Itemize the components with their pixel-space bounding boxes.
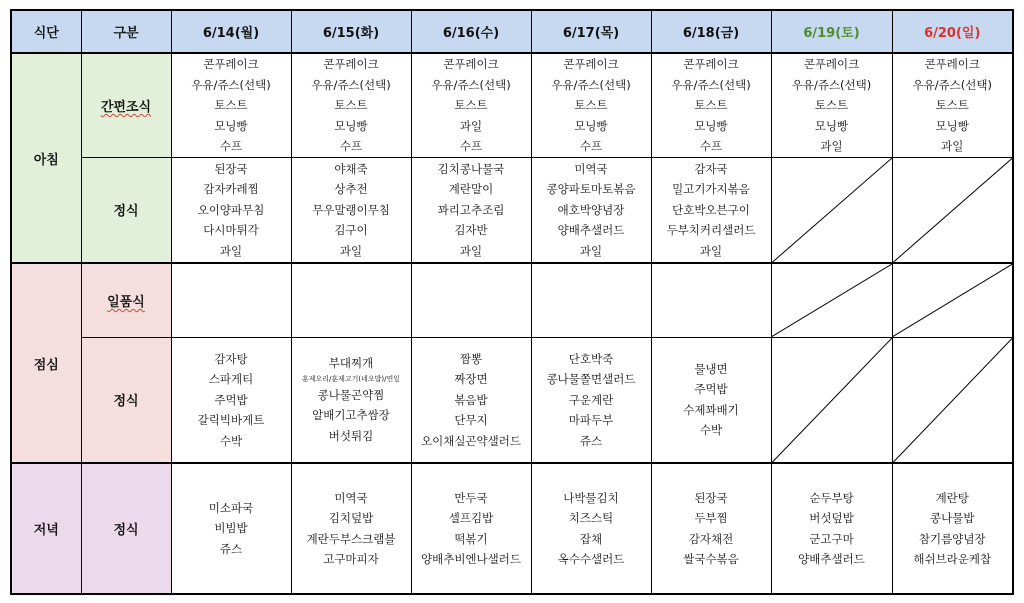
menu-item: 콩나물곤약찜 xyxy=(317,387,385,402)
menu-item: 단무지 xyxy=(454,413,488,427)
day-header-mon: 6/14(월) xyxy=(171,10,291,53)
menu-item: 수프 xyxy=(699,139,723,153)
menu-item: 토스트 xyxy=(935,98,969,112)
menu-cell xyxy=(892,263,1013,337)
menu-item: 갈릭빅바게트 xyxy=(197,413,265,427)
menu-item: 버섯튀김 xyxy=(328,428,374,443)
menu-item: 우유/쥬스(선택) xyxy=(791,77,872,92)
menu-item: 모닝빵 xyxy=(935,118,969,133)
menu-item: 감자카레찜 xyxy=(203,182,259,196)
menu-cell xyxy=(171,337,291,463)
menu-item: 토스트 xyxy=(694,98,728,112)
day-header-tue: 6/15(화) xyxy=(291,10,411,53)
menu-item: 김구이 xyxy=(334,223,368,237)
menu-item: 콘푸레이크 xyxy=(924,57,981,71)
menu-item: 비빔밥 xyxy=(214,521,248,536)
menu-item: 과일 xyxy=(459,118,483,133)
lunch-regular-row xyxy=(11,337,1013,463)
menu-item: 수프 xyxy=(459,139,483,153)
menu-item-list xyxy=(532,349,651,452)
menu-item: 부대찌개 xyxy=(328,356,374,371)
type-label-text: 간편조식 xyxy=(100,99,152,115)
menu-item: 단호박오븐구이 xyxy=(672,202,750,217)
menu-item: 계란두부스크램블 xyxy=(306,531,396,546)
menu-item: 쥬스 xyxy=(579,433,603,448)
menu-item: 콘푸레이크 xyxy=(803,57,860,71)
menu-cell xyxy=(171,263,291,337)
menu-item: 군고구마 xyxy=(809,531,854,546)
menu-item: 나박물김치 xyxy=(563,490,619,505)
menu-cell xyxy=(892,463,1013,594)
menu-item: 짬뽕 xyxy=(459,351,483,366)
menu-item: 쌀국수볶음 xyxy=(683,552,739,566)
menu-item: 모닝빵 xyxy=(574,118,608,133)
menu-item-list xyxy=(532,488,651,570)
meal-label-dinner: 저녁 xyxy=(11,463,81,594)
menu-item: 된장국 xyxy=(694,490,728,505)
menu-item: 오이양파무침 xyxy=(197,202,265,217)
weekly-menu-table xyxy=(10,9,1014,595)
menu-item: 양배추샐러드 xyxy=(798,552,865,566)
menu-item: 참기름양념장 xyxy=(918,531,986,546)
menu-cell xyxy=(411,53,531,157)
menu-item: 계란탕 xyxy=(935,490,969,505)
menu-cell xyxy=(171,53,291,157)
menu-item: 토스트 xyxy=(214,98,248,112)
type-label-text: 일품식 xyxy=(107,294,145,310)
menu-cell xyxy=(771,53,892,157)
menu-item: 토스트 xyxy=(454,98,488,112)
menu-item-list xyxy=(292,159,411,262)
menu-item-list xyxy=(893,54,1013,157)
menu-item: 꽈리고추조림 xyxy=(437,202,505,217)
menu-cell xyxy=(531,263,651,337)
menu-item: 스파게티 xyxy=(208,372,254,386)
menu-item-list xyxy=(532,159,651,262)
menu-item-list xyxy=(652,359,771,441)
menu-item: 수박 xyxy=(219,433,243,448)
menu-item: 밀고기가지볶음 xyxy=(672,182,750,196)
menu-item-list xyxy=(292,488,411,570)
dinner-regular-row xyxy=(11,463,1013,594)
type-label-simple xyxy=(81,53,171,157)
menu-item: 양배추비엔나샐러드 xyxy=(421,552,521,566)
type-header: 구분 xyxy=(81,10,171,53)
menu-cell xyxy=(651,337,771,463)
menu-cell xyxy=(291,263,411,337)
menu-cell xyxy=(531,463,651,594)
menu-item: 구운계란 xyxy=(568,392,614,407)
menu-item: 고구마피자 xyxy=(323,552,379,566)
menu-item-list xyxy=(652,488,771,570)
menu-item: 토스트 xyxy=(574,98,608,112)
menu-cell xyxy=(291,157,411,263)
menu-cell xyxy=(771,263,892,337)
not-served-diagonal xyxy=(893,264,1013,337)
menu-item: 상추전 xyxy=(334,182,368,196)
menu-item-list xyxy=(772,488,892,570)
menu-item: 우유/쥬스(선택) xyxy=(431,77,511,92)
menu-item: 순두부탕 xyxy=(809,490,854,505)
menu-cell xyxy=(651,53,771,157)
menu-item: 야채죽 xyxy=(334,161,368,176)
menu-item: 수프 xyxy=(579,139,603,153)
menu-item: 옥수수샐러드 xyxy=(557,552,625,566)
menu-item: 과일 xyxy=(820,139,843,153)
not-served-diagonal xyxy=(893,158,1013,263)
menu-item: 콩나물쫄면샐러드 xyxy=(546,372,636,386)
menu-item-list xyxy=(412,54,531,157)
menu-item: 과일 xyxy=(339,243,363,258)
menu-item: 버섯덮밥 xyxy=(809,511,854,525)
menu-cell xyxy=(651,463,771,594)
menu-item: 우유/쥬스(선택) xyxy=(912,77,992,92)
menu-cell xyxy=(411,463,531,594)
menu-item: 수박 xyxy=(699,423,723,438)
menu-item-list xyxy=(172,349,291,452)
lunch-single-row xyxy=(11,263,1013,337)
menu-cell xyxy=(771,337,892,463)
menu-item-list xyxy=(172,159,291,262)
menu-item: 셀프김밥 xyxy=(448,511,494,525)
day-header-thu: 6/17(목) xyxy=(531,10,651,53)
menu-item: 감자탕 xyxy=(214,351,248,366)
menu-cell xyxy=(651,157,771,263)
menu-item: 짜장면 xyxy=(454,372,488,386)
menu-item: 마파두부 xyxy=(568,413,614,427)
menu-cell xyxy=(531,337,651,463)
breakfast-simple-row xyxy=(11,53,1013,157)
menu-cell xyxy=(291,463,411,594)
header-row xyxy=(11,10,1013,53)
menu-item: 우유/쥬스(선택) xyxy=(551,77,631,92)
menu-item: 된장국 xyxy=(214,161,248,176)
menu-item: 주먹밥 xyxy=(214,392,248,407)
meal-label-lunch: 점심 xyxy=(11,263,81,463)
menu-item: 단호박죽 xyxy=(568,351,614,366)
menu-item-list xyxy=(772,54,892,157)
menu-item: 모닝빵 xyxy=(214,118,248,133)
menu-item-list xyxy=(412,349,531,452)
menu-item: 모닝빵 xyxy=(694,118,728,133)
menu-item: 물냉면 xyxy=(694,361,728,376)
menu-cell xyxy=(892,157,1013,263)
menu-item: 콘푸레이크 xyxy=(563,57,619,71)
menu-item-list xyxy=(412,159,531,262)
menu-item: 쥬스 xyxy=(219,541,243,556)
menu-cell xyxy=(291,53,411,157)
menu-item: 미소파국 xyxy=(208,500,254,515)
menu-item: 우유/쥬스(선택) xyxy=(191,77,271,92)
not-served-diagonal xyxy=(772,264,892,337)
menu-item: 알배기고추쌈장 xyxy=(312,408,390,423)
menu-item: 과일 xyxy=(699,243,723,258)
menu-item: 김자반 xyxy=(454,223,488,237)
menu-item: 볶음밥 xyxy=(454,392,488,407)
menu-item: 김치덮밥 xyxy=(328,511,374,525)
menu-item: 과일 xyxy=(459,243,483,258)
menu-item-list xyxy=(292,353,411,446)
not-served-diagonal xyxy=(893,338,1013,463)
meal-header: 식단 xyxy=(11,10,81,53)
menu-table-container xyxy=(10,9,1012,595)
meal-label-breakfast: 아침 xyxy=(11,53,81,263)
menu-cell xyxy=(291,337,411,463)
menu-item: 과일 xyxy=(579,243,603,258)
menu-cell xyxy=(411,337,531,463)
type-label-regular: 정식 xyxy=(81,157,171,263)
menu-item: 양배추샐러드 xyxy=(557,223,625,237)
menu-item-list xyxy=(172,54,291,157)
menu-cell xyxy=(651,263,771,337)
menu-item: 애호박양념장 xyxy=(557,202,625,217)
day-header-sat: 6/19(토) xyxy=(771,10,892,53)
menu-cell xyxy=(771,463,892,594)
menu-item-list xyxy=(893,488,1013,570)
breakfast-regular-row xyxy=(11,157,1013,263)
menu-item: 무우말랭이무침 xyxy=(312,202,390,217)
menu-item: 콘푸레이크 xyxy=(203,57,259,71)
menu-item: 두부치커리샐러드 xyxy=(666,223,756,237)
menu-item: 만두국 xyxy=(454,490,488,505)
menu-item: 토스트 xyxy=(334,98,368,112)
menu-item: 감자채전 xyxy=(688,531,734,546)
menu-item: 떡볶기 xyxy=(454,531,488,546)
not-served-diagonal xyxy=(772,338,892,463)
menu-item: 과일 xyxy=(219,243,243,258)
menu-cell xyxy=(411,157,531,263)
menu-item: 미역국 xyxy=(574,161,608,176)
menu-cell xyxy=(171,157,291,263)
menu-cell xyxy=(531,157,651,263)
not-served-diagonal xyxy=(772,158,892,263)
type-label-regular: 정식 xyxy=(81,337,171,463)
menu-item: 콘푸레이크 xyxy=(683,57,739,71)
menu-item: 수프 xyxy=(219,139,243,153)
menu-item: 콩양파토마토볶음 xyxy=(546,182,636,196)
menu-item: 김치콩나물국 xyxy=(437,161,505,176)
day-header-fri: 6/18(금) xyxy=(651,10,771,53)
menu-cell xyxy=(171,463,291,594)
menu-item: 수제꽈배기 xyxy=(683,402,739,417)
menu-item: 두부찜 xyxy=(694,511,728,525)
menu-item-list xyxy=(652,54,771,157)
menu-item: 콘푸레이크 xyxy=(323,57,379,71)
type-label-single xyxy=(81,263,171,337)
menu-item: 우유/쥬스(선택) xyxy=(671,77,751,92)
menu-item: 감자국 xyxy=(694,161,728,176)
menu-item: 미역국 xyxy=(334,490,368,505)
menu-item: 계란말이 xyxy=(448,182,494,196)
menu-item-list xyxy=(412,488,531,570)
menu-item: 과일 xyxy=(941,139,964,153)
day-header-wed: 6/16(수) xyxy=(411,10,531,53)
menu-item: 다시마튀각 xyxy=(203,223,259,237)
menu-item-list xyxy=(172,498,291,560)
menu-cell xyxy=(411,263,531,337)
menu-item: 콘푸레이크 xyxy=(443,57,499,71)
menu-cell xyxy=(892,337,1013,463)
menu-cell xyxy=(892,53,1013,157)
menu-item: 오이채실곤약샐러드 xyxy=(421,433,521,448)
menu-item-list xyxy=(292,54,411,157)
menu-item: 해쉬브라운케찹 xyxy=(913,552,992,566)
menu-cell xyxy=(771,157,892,263)
menu-item: 주먹밥 xyxy=(694,382,728,397)
menu-item: 콩나물밥 xyxy=(930,511,975,525)
menu-item: 치즈스틱 xyxy=(568,511,614,525)
menu-item: 잡채 xyxy=(579,531,603,546)
menu-item: 우유/쥬스(선택) xyxy=(311,77,391,92)
menu-cell xyxy=(531,53,651,157)
menu-item: 모닝빵 xyxy=(814,118,849,133)
menu-item: 수프 xyxy=(339,139,363,153)
menu-item: 모닝빵 xyxy=(334,118,368,133)
menu-item: 훈제오리/훈제고기(네오밥)/연잎 xyxy=(301,374,401,383)
menu-item-list xyxy=(652,159,771,262)
day-header-sun: 6/20(일) xyxy=(892,10,1013,53)
type-label-regular: 정식 xyxy=(81,463,171,594)
menu-item: 토스트 xyxy=(814,98,849,112)
menu-item-list xyxy=(532,54,651,157)
